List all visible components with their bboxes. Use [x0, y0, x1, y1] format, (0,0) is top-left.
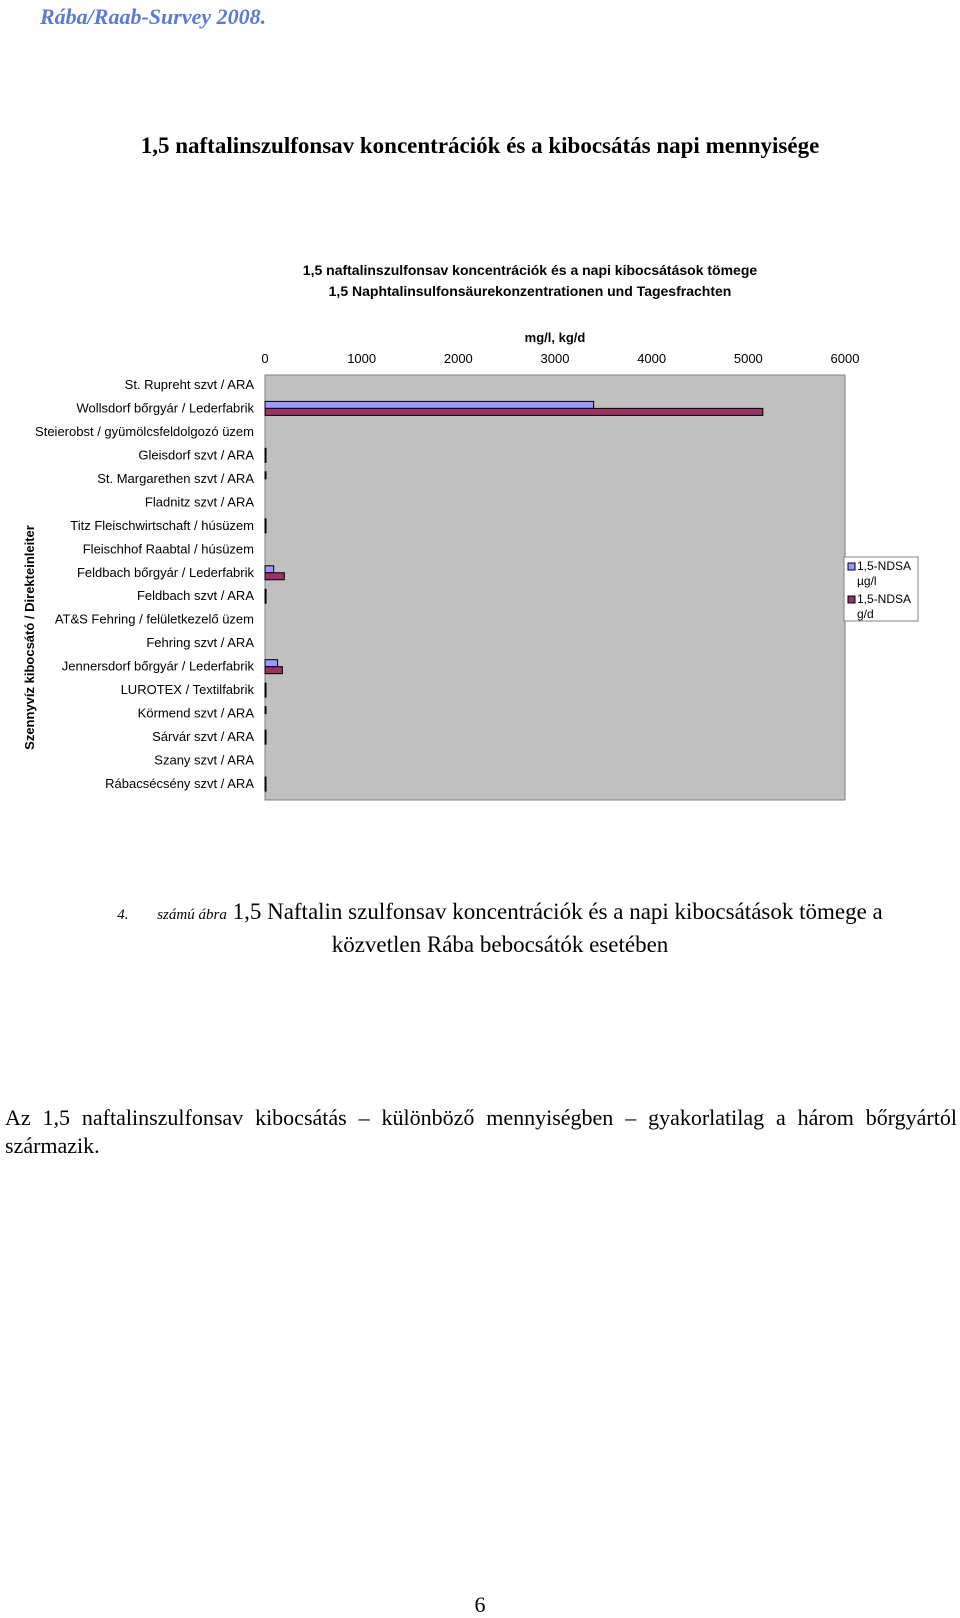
- caption-number: 4.: [117, 907, 129, 923]
- x-tick-label: 0: [261, 351, 269, 366]
- category-label: Rábacsécsény szvt / ARA: [105, 776, 254, 792]
- category-label: Fleischhof Raabtal / húsüzem: [82, 541, 254, 557]
- category-label: Titz Fleischwirtschaft / húsüzem: [70, 517, 254, 533]
- legend-swatch: [848, 596, 855, 603]
- bar-concentration: [265, 566, 274, 573]
- x-tick-label: 3000: [540, 351, 570, 366]
- legend-swatch: [848, 563, 855, 570]
- category-label: St. Rupreht szvt / ARA: [124, 376, 254, 392]
- bar-concentration: [265, 519, 266, 526]
- figure-caption: [60, 897, 940, 959]
- bar-chart: [0, 320, 960, 820]
- x-tick-label: 4000: [637, 351, 667, 366]
- bar-load: [265, 784, 266, 791]
- category-label: Fehring szvt / ARA: [146, 635, 254, 651]
- category-label: LUROTEX / Textilfabrik: [120, 682, 254, 698]
- bar-load: [265, 526, 266, 533]
- category-label: Körmend szvt / ARA: [137, 705, 254, 721]
- caption-label: számú ábra: [157, 907, 227, 923]
- category-label: Wollsdorf bőrgyár / Lederfabrik: [76, 400, 254, 416]
- category-label: AT&S Fehring / felületkezelő üzem: [54, 611, 254, 627]
- bar-load: [265, 667, 282, 674]
- bar-load: [265, 455, 266, 462]
- bar-load: [265, 690, 266, 697]
- x-axis-label: mg/l, kg/d: [524, 330, 586, 345]
- bar-load: [265, 596, 266, 603]
- body-paragraph: Az 1,5 naftalinszulfonsav kibocsátás – különböző mennyiségben – gyakorlatilag a három bőrgyártól származik.: [5, 1105, 957, 1158]
- bar-load: [265, 573, 284, 580]
- category-label: St. Margarethen szvt / ARA: [97, 470, 254, 486]
- bar-load: [265, 408, 763, 415]
- page-number: 6: [474, 1592, 486, 1617]
- bar-load: [265, 737, 266, 744]
- legend-label-line2: g/d: [857, 607, 874, 621]
- x-tick-label: 2000: [443, 351, 473, 366]
- x-tick-label: 5000: [733, 351, 763, 366]
- caption-text-line1: 1,5 Naftalin szulfonsav koncentrációk és a napi kibocsátások tömege a: [232, 899, 883, 924]
- bar-concentration: [265, 707, 266, 714]
- x-tick-label: 1000: [347, 351, 377, 366]
- chart-title-line1: 1,5 naftalinszulfonsav koncentrációk és a napi kibocsátások tömege: [302, 262, 758, 278]
- bar-concentration: [265, 730, 266, 737]
- bar-concentration: [265, 777, 266, 784]
- y-axis-label: Szennyvíz kibocsátó / Direkteinleiter: [22, 525, 37, 750]
- bar-concentration: [265, 683, 266, 690]
- bar-concentration: [265, 448, 266, 455]
- category-label: Feldbach bőrgyár / Lederfabrik: [76, 564, 254, 580]
- category-label: Sárvár szvt / ARA: [152, 729, 254, 745]
- bar-concentration: [265, 472, 266, 479]
- category-label: Jennersdorf bőrgyár / Lederfabrik: [61, 658, 254, 674]
- legend-label-line1: 1,5-NDSA: [857, 559, 912, 573]
- category-label: Fladnitz szvt / ARA: [144, 494, 254, 510]
- legend-label-line2: µg/l: [857, 574, 877, 588]
- bar-concentration: [265, 589, 266, 596]
- category-label: Gleisdorf szvt / ARA: [138, 447, 254, 463]
- caption-text-line2: közvetlen Rába bebocsátók esetében: [331, 932, 669, 957]
- x-tick-label: 6000: [830, 351, 860, 366]
- plot-area: [265, 375, 845, 800]
- bar-concentration: [265, 401, 594, 408]
- category-label: Szany szvt / ARA: [154, 752, 254, 768]
- page-title: 1,5 naftalinszulfonsav koncentrációk és a kibocsátás napi mennyisége: [140, 133, 820, 158]
- category-label: Steierobst / gyümölcsfeldolgozó üzem: [35, 423, 254, 439]
- report-header: Rába/Raab-Survey 2008.: [40, 4, 267, 29]
- legend-label-line1: 1,5-NDSA: [857, 592, 912, 606]
- chart-title-line2: 1,5 Naphtalinsulfonsäurekonzentrationen und Tagesfrachten: [328, 283, 732, 299]
- bar-concentration: [265, 660, 278, 667]
- category-label: Feldbach szvt / ARA: [136, 588, 254, 604]
